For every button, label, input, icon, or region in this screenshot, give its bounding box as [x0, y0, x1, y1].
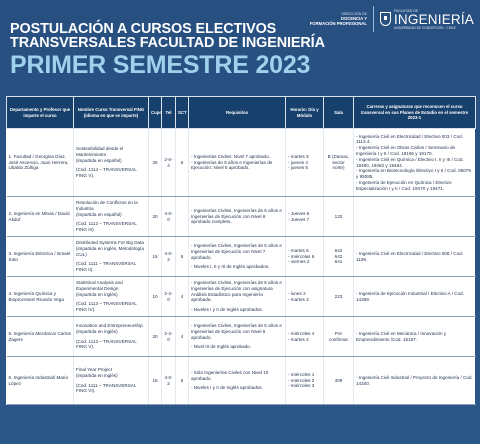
req-text: - Ingenierías Civiles, Ingenierías de 5 años e Ingenierías de Ejecución con asignatura Análisis Estadístico para Ingeniería aprobada.	[191, 280, 282, 303]
cell-sala	[324, 357, 354, 405]
cell-tel: 2-0-4	[162, 129, 176, 197]
cell-req	[189, 277, 286, 317]
horario-text: - martes 5 - jueves 4 - jueves 5	[288, 153, 309, 171]
cell-carreras	[354, 237, 476, 277]
cell-sct: 6	[176, 129, 189, 197]
cell-horario	[286, 317, 324, 357]
table-header-row	[7, 97, 476, 129]
cell-dept: 5. Ingeniería Mecánica/ Carlos Zagers	[7, 317, 74, 357]
cell-dept: 3. Ingeniería Eléctrica / Ismael Soto	[7, 237, 74, 277]
course-code: (Cod. 1113 – TRANSVERSAL FING V).	[76, 338, 137, 350]
course-name: Distributed Systems For Big Data (impartida en inglés, Metodología CUL)	[76, 240, 144, 257]
cell-req	[189, 129, 286, 197]
table-row	[7, 237, 476, 277]
cell-course	[74, 237, 149, 277]
cell-tel: 2-2-0	[162, 317, 176, 357]
faculty-logo-name: INGENIERÍA	[393, 11, 474, 27]
sala-text: 132	[334, 213, 343, 219]
cell-horario	[286, 197, 324, 237]
cell-sct	[176, 197, 189, 237]
table-row	[7, 317, 476, 357]
logo-divider	[373, 6, 374, 32]
cell-course	[74, 129, 149, 197]
carreras-text: - Ingeniería Civil Industrial / Proyecto de Ingeniería / Cod. 14340.	[356, 374, 473, 386]
cell-cupo: 10	[149, 277, 162, 317]
cell-carreras	[354, 317, 476, 357]
course-name: Statistical Analysis and Experimental Design (impartida en inglés)	[76, 280, 123, 297]
header-sala: Sala	[324, 97, 354, 129]
horario-text: - miércoles 1 - miércoles 2 - miércoles 3	[288, 371, 315, 389]
req-text: - Ingenierías Civiles: Nivel 7 aprobado. - Ingenierías de 5 años e Ingenierías de Ejecución: Nivel 5 aprobado.	[191, 153, 273, 171]
table-row	[7, 197, 476, 237]
sala-text: 223	[334, 293, 343, 299]
carreras-text: - Ingeniería Civil en Electricidad / Electivo 003 / Cod. 1113.4. - Ingeniería Civil en Obras Civiles / Seminario de Ingeniería I y II / Cod. 18165 y 18170. - Ingeniería Civil en Química / Electivo I, II y III / Cod. 19480, 19482 y 19484. - Ingeniería en Biotecnología /Electivo I y II / Cod. 95079 y 95085. - Ingeniería de Ejecución en Química / Electivo Especialización I y II / Cod. 19470 y 19471.	[356, 133, 471, 191]
carreras-text: - Ingeniería Civil en Electricidad / Electivo 008 / Cod. 1139.	[356, 250, 463, 262]
req-text-2: - Niveles I y II de Inglés aprobados.	[191, 307, 264, 313]
cell-sala	[324, 129, 354, 197]
cell-dept: 2. Ingeniería en Minas / David Akduf	[7, 197, 74, 237]
req-text-2: - Niveles I y II de Inglés aprobados.	[191, 385, 264, 391]
course-code: (Cod. 1113 – TRANSVERSAL FING IV).	[76, 301, 137, 313]
cell-course	[74, 317, 149, 357]
cell-tel: 2-2-0	[162, 277, 176, 317]
course-name: Sostenibilidad desde el Mantenimiento (impartida en español)	[76, 146, 124, 163]
cell-cupo: 15	[149, 237, 162, 277]
carreras-text: - Ingeniería Civil en Mecánica / Innovación y Emprendimiento /Cod. 15187.	[356, 330, 447, 342]
cell-horario	[286, 237, 324, 277]
cell-sct: 6	[176, 357, 189, 405]
title-semester: PRIMER SEMESTRE 2023	[10, 51, 311, 79]
header-course: Nombre Curso Transversal FING (idioma en que se imparte)	[74, 97, 149, 129]
course-name: Final Year Project (impartida en inglés)	[76, 366, 118, 378]
req-text: - Sólo Ingenierías Civiles con Nivel 10 aprobado.	[191, 369, 269, 381]
sala-text: Por confirmar	[328, 330, 349, 342]
faculty-logo-text	[394, 9, 474, 30]
cell-carreras	[354, 277, 476, 317]
cell-dept: 6. Ingeniería Industrial/ Mario López	[7, 357, 74, 405]
cell-req	[189, 237, 286, 277]
cell-cupo: 25	[149, 129, 162, 197]
table-row	[7, 129, 476, 197]
sala-text: 409	[334, 377, 343, 383]
course-code: (Cod. 1111 – TRANSVERSAL FING VI).	[76, 382, 137, 394]
cell-course	[74, 197, 149, 237]
cell-req	[189, 197, 286, 237]
cell-sala	[324, 277, 354, 317]
req-text: - Ingenierías Civiles, Ingenierías de 5 años e Ingenierías de Ejecución con Nivel 6 aprobado completo.	[191, 207, 282, 225]
cell-sct: 4	[176, 317, 189, 357]
cell-cupo: 20	[149, 197, 162, 237]
cell-req	[189, 357, 286, 405]
req-text-2: - Nivel III de Inglés aprobado.	[191, 344, 252, 350]
cell-horario	[286, 129, 324, 197]
header-horario: Horario: Día y Módulo	[286, 97, 324, 129]
cell-sala	[324, 237, 354, 277]
cell-carreras	[354, 197, 476, 237]
cell-course	[74, 357, 149, 405]
cell-horario	[286, 357, 324, 405]
header-tel: Tel	[162, 97, 176, 129]
header-cupo: Cupo	[149, 97, 162, 129]
cell-dept: 4. Ingeniería Química y Bioprocesos/ Ricardo Vega	[7, 277, 74, 317]
title-line-2: TRANSVERSALES FACULTAD DE INGENIERÍA	[10, 35, 325, 51]
faculty-logo	[380, 9, 474, 30]
cell-req	[189, 317, 286, 357]
cell-tel: 4-0-0	[162, 197, 176, 237]
cell-tel: 4-0-2	[162, 237, 176, 277]
carreras-text: - Ingeniería de Ejecución Industrial / Electivo A / Cod. 14368.	[356, 290, 465, 302]
horario-text: - martes 6 - miércoles 6 - viernes 2	[288, 247, 315, 265]
faculty-logo-small: FACULTAD DE	[393, 8, 419, 13]
cell-sct: 5	[176, 237, 189, 277]
faculty-logo-university: UNIVERSIDAD DE CONCEPCIÓN · CHILE	[393, 25, 456, 30]
course-code: (Cod. 1112 – TRANSVERSAL FING III)	[76, 221, 137, 233]
req-text: - Ingenierías Civiles, Ingenierías de 5 años e Ingenierías de Ejecución con Nivel 6 aprobado.	[191, 322, 282, 340]
dfp-logo-name-2: FORMACIÓN PROFESIONAL	[309, 21, 367, 26]
cell-sala	[324, 197, 354, 237]
dfp-logo-dir: DIRECCIÓN DE	[341, 12, 367, 16]
shield-icon	[380, 12, 391, 26]
courses-table	[6, 96, 476, 405]
sala-text: B (Damac, sector norte)	[327, 153, 350, 171]
horario-text: - miércoles 4 - martes 4	[288, 330, 315, 342]
course-name: Innovation and Entrepreneurship (impartida en inglés)	[76, 322, 143, 334]
cell-course	[74, 277, 149, 317]
cell-cupo: 20	[149, 317, 162, 357]
logo-bar	[310, 6, 474, 32]
cell-dept: 1. Facultad / Georgina Díaz, José Ascencio, Juan Herrera, Ubaldo Zúñiga	[7, 129, 74, 197]
table-row	[7, 277, 476, 317]
header-dept: Departamento y Profesor que imparte el curso	[7, 97, 74, 129]
header-req: Requisitos	[189, 97, 286, 129]
table-row	[7, 357, 476, 405]
cell-sct: 4	[176, 277, 189, 317]
sala-text: 642 642 641	[334, 247, 343, 265]
req-text-2: - Niveles I, II y III de Inglés aprobados.	[191, 264, 270, 270]
cell-sala	[324, 317, 354, 357]
title-line-1: POSTULACIÓN A CURSOS ELECTIVOS	[10, 21, 277, 37]
course-name: Resolución de Conflictos en la Industria (impartida en español)	[76, 200, 138, 217]
cell-carreras	[354, 357, 476, 405]
courses-table-wrap	[6, 96, 475, 405]
cell-carreras	[354, 129, 476, 197]
course-code: (Cod. 1111 – TRANSVERSAL FING II).	[76, 261, 137, 273]
header-sct: SCT	[176, 97, 189, 129]
cell-tel: 4-0-2	[162, 357, 176, 405]
cell-horario	[286, 277, 324, 317]
req-text: - Ingenierías Civiles, Ingenierías de 5 años e Ingenierías de Ejecución con Nivel 7 aprobado.	[191, 242, 282, 260]
title-block	[10, 21, 325, 79]
course-code: (Cod. 1114 – TRANSVERSAL FING V).	[76, 167, 137, 179]
dfp-logo-name-1: DOCENCIA Y	[340, 16, 367, 21]
header-carreras: Carreras y asignaturas que reconocen el curso transversal en sus Planes de Estudio en el semestre 2023-1	[354, 97, 476, 129]
dfp-logo	[310, 12, 367, 26]
horario-text: - lunes 2 - martes 3	[288, 290, 309, 302]
horario-text: - Jueves 6 - Jueves 7	[288, 210, 310, 222]
cell-cupo: 15	[149, 357, 162, 405]
